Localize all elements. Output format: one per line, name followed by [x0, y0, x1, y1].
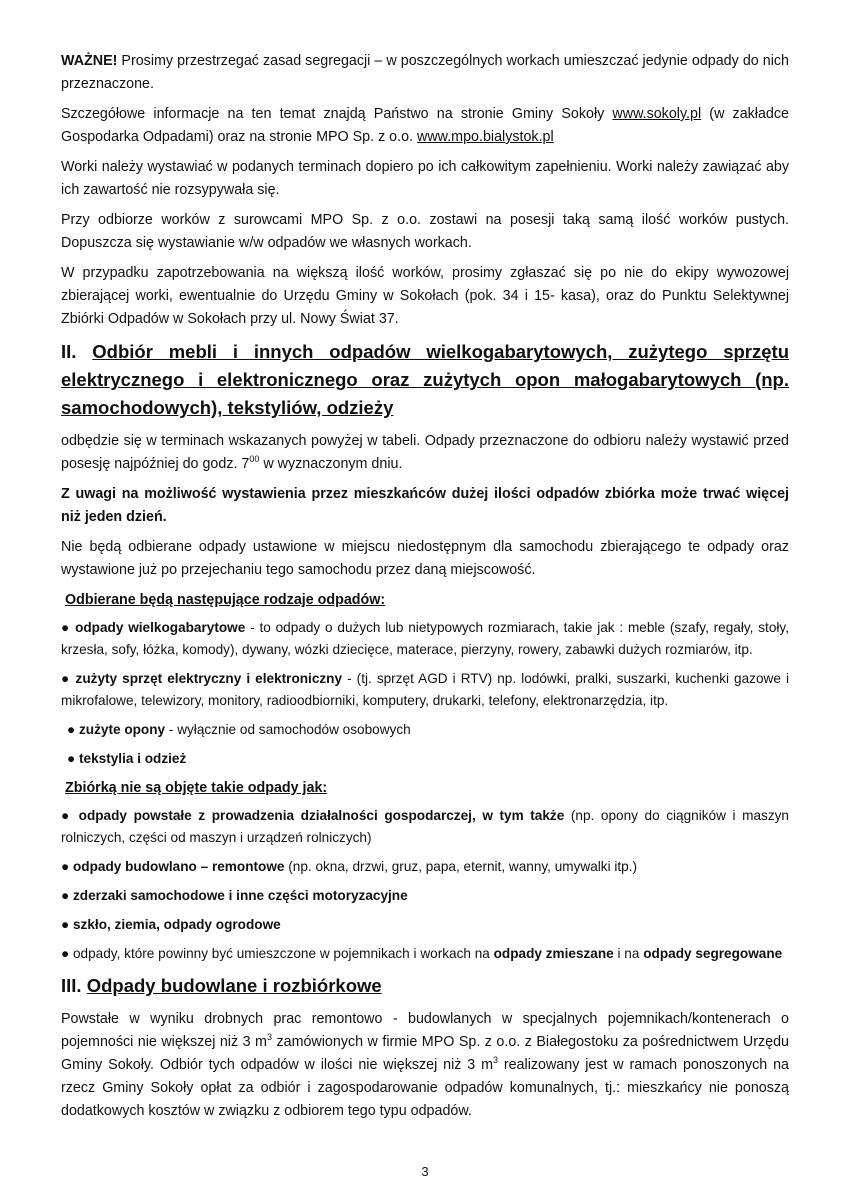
bullet-icon: ●: [61, 671, 76, 686]
mpo-link[interactable]: www.mpo.bialystok.pl: [417, 129, 554, 145]
section-3-title: Odpady budowlane i rozbiórkowe: [86, 975, 382, 996]
pickup-paragraph: Przy odbiorze worków z surowcami MPO Sp. z o.o. zostawi na posesji taką samą ilość worków pustych. Dopuszcza się wystawianie w/w odpadów we własnych workach.: [61, 212, 789, 251]
list-item: ● odpady wielkogabarytowe - to odpady o dużych lub nietypowych rozmiarach, takie jak : meble (szafy, regały, stoły, krzesła, sofy, łóżka, komody), dywany, wózki dziecięce, materace, pierzyny, rowery, zabawki dużych rozmiarów, itp.: [61, 620, 789, 657]
section-2-heading: II. Odbiór mebli i innych odpadów wielkogabarytowych, zużytego sprzętu elektrycznego i elektronicznego oraz zużytych opon małogabarytowych (np. samochodowych), tekstyliów, odzieży: [61, 341, 790, 418]
section-2-restriction: Nie będą odbierane odpady ustawione w miejscu niedostępnym dla samochodu zbierającego te odpady oraz wystawione już po przejechaniu tego samochodu przez daną miejscowość.: [61, 539, 789, 578]
list-item: ● szkło, ziemia, odpady ogrodowe: [61, 917, 281, 932]
info-paragraph: Szczegółowe informacje na ten temat znajdą Państwo na stronie Gminy Sokoły www.sokoly.pl (w zakładce Gospodarka Odpadami) oraz na stronie MPO Sp. z o.o. www.mpo.bialystok.pl: [61, 106, 789, 145]
section-2-title: Odbiór mebli i innych odpadów wielkogabarytowych, zużytego sprzętu elektrycznego i elektronicznego oraz zużytych opon małogabarytowych (np. samochodowych), tekstyliów, odzieży: [61, 341, 790, 418]
sokoly-link[interactable]: www.sokoly.pl: [612, 106, 702, 122]
section-3-heading: III. Odpady budowlane i rozbiórkowe: [61, 975, 382, 996]
bullet-icon: ●: [61, 917, 73, 932]
collected-heading: Odbierane będą następujące rodzaje odpadów:: [65, 592, 386, 608]
list-item: ● tekstylia i odzież: [67, 751, 187, 766]
important-note: WAŻNE! Prosimy przestrzegać zasad segregacji – w poszczególnych workach umieszczać jedynie odpady do nich przeznaczone.: [61, 53, 789, 92]
document-page: [61, 50, 789, 1130]
bullet-icon: ●: [61, 808, 79, 823]
page-number: 3: [421, 1164, 429, 1179]
excluded-heading: Zbiórką nie są objęte takie odpady jak:: [65, 780, 328, 796]
bullet-icon: ●: [61, 888, 73, 903]
list-item: ● odpady, które powinny być umieszczone w pojemnikach i workach na odpady zmieszane i na odpady segregowane: [61, 946, 783, 961]
bullet-icon: ●: [67, 722, 79, 737]
section-2-notice: Z uwagi na możliwość wystawienia przez mieszkańców dużej ilości odpadów zbiórka może trwać więcej niż jeden dzień.: [61, 486, 789, 525]
section-3-paragraph: Powstałe w wyniku drobnych prac remontowo - budowlanych w specjalnych pojemnikach/kontenerach o pojemności nie większej niż 3 $m^3$ zamówionych w firmie MPO Sp. z o.o. z Białegostoku za pośrednictwem Urzędu Gminy Sokoły. Odbiór tych odpadów w ilości nie większej niż 3 $m^3$ realizowany jest w ramach ponoszonych na rzecz Gminy Sokoły opłat za odbiór i zagospodarowanie odpadów komunalnych, tj.: mieszkańcy nie ponoszą dodatkowych kosztów w związku z odbiorem tego typu odpadów.: [61, 1011, 790, 1119]
list-item: ● zużyty sprzęt elektryczny i elektroniczny - (tj. sprzęt AGD i RTV) np. lodówki, pralki, suszarki, kuchenki gazowe i mikrofalowe, telewizory, monitory, radioodbiorniki, komputery, drukarki, telefony, elektronarzędzia, itp.: [61, 671, 789, 708]
bullet-icon: ●: [61, 946, 73, 961]
important-label: WAŻNE!: [61, 53, 118, 69]
section-2-intro: odbędzie się w terminach wskazanych powyżej w tabeli. Odpady przeznaczone do odbioru należy wystawić przed posesję najpóźniej do godz. $7^{00}$ w wyznaczonym dniu.: [61, 433, 789, 472]
bullet-icon: ●: [61, 859, 73, 874]
bullet-icon: ●: [67, 751, 79, 766]
list-item: ● zderzaki samochodowe i inne części motoryzacyjne: [61, 888, 408, 903]
list-item: ● odpady powstałe z prowadzenia działalności gospodarczej, w tym także (np. opony do ciągników i maszyn rolniczych, części od maszyn i urządzeń rolniczych): [61, 808, 789, 845]
list-item: ● odpady budowlano – remontowe (np. okna, drzwi, gruz, papa, eternit, wanny, umywalki itp.): [61, 859, 638, 874]
bags-paragraph: Worki należy wystawiać w podanych terminach dopiero po ich całkowitym zapełnieniu. Worki należy zawiązać aby ich zawartość nie rozsypywała się.: [61, 159, 789, 198]
bullet-icon: ●: [61, 620, 76, 635]
list-item: ● zużyte opony - wyłącznie od samochodów osobowych: [67, 722, 411, 737]
more-bags-paragraph: W przypadku zapotrzebowania na większą ilość worków, prosimy zgłaszać się po nie do ekipy wywozowej zbierającej worki, ewentualnie do Urzędu Gminy w Sokołach (pok. 34 i 15- kasa), oraz do Punktu Selektywnej Zbiórki Odpadów w Sokołach przy ul. Nowy Świat 37.: [61, 265, 789, 327]
